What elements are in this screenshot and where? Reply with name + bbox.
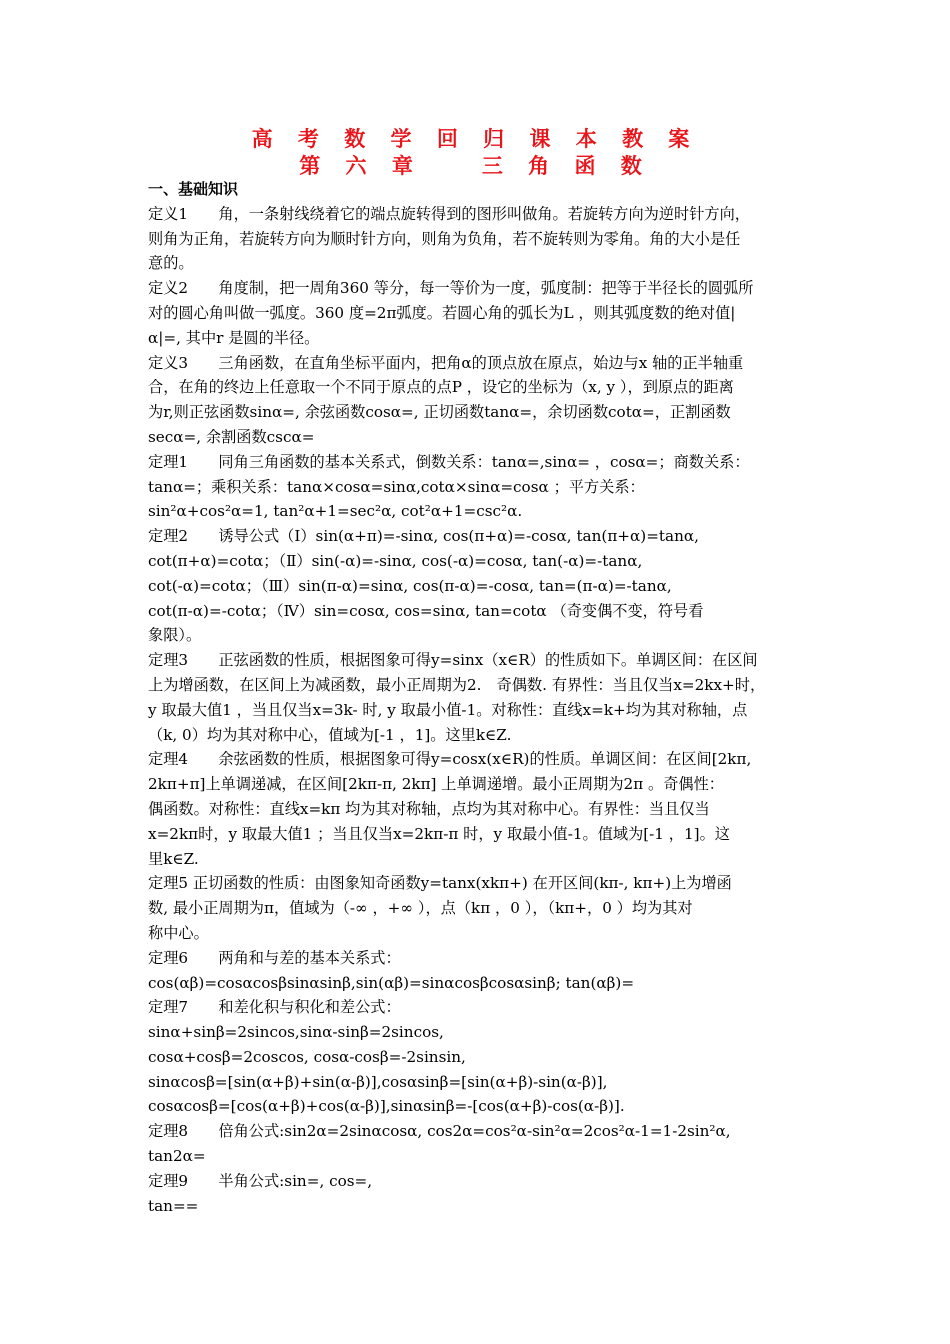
text-line: 定理5 正切函数的性质：由图象知奇函数y=tanx(xkπ+) 在开区间(kπ-, kπ+)上为增函	[148, 874, 732, 893]
text-line: 定义2 角度制，把一周角360 等分，每一等价为一度，弧度制：把等于半径长的圆弧所	[148, 279, 754, 298]
text-line: 定理1 同角三角函数的基本关系式，倒数关系：tanα=,sinα= ，cosα=；商数关系：	[148, 452, 750, 471]
text-line: 定理8 倍角公式:sin2α=2sinαcosα, cos2α=cos²α-sin²α=2cos²α-1=1-2sin²α,	[148, 1122, 731, 1141]
text-line: 定义3 三角函数，在直角坐标平面内，把角α的顶点放在原点，始边与x 轴的正半轴重	[148, 353, 744, 372]
text-line: 上为增函数，在区间上为减函数，最小正周期为2. 奇偶数. 有界性：当且仅当x=2kx+时，	[148, 675, 766, 694]
text-line: 合，在角的终边上任意取一个不同于原点的点P ，设它的坐标为（x, y ），到原点的距离	[148, 378, 734, 397]
text-line: y 取最大值1 ，当且仅当x=3k- 时, y 取最小值-1。对称性：直线x=k+均为其对称轴，点	[148, 700, 748, 719]
text-line: tanα=；乘积关系：tanα×cosα=sinα,cotα×sinα=cosα ；平方关系：	[148, 477, 645, 496]
text-line: 象限）。	[148, 626, 202, 645]
text-line: 称中心。	[148, 923, 209, 942]
text-line: （k, 0）均为其对称中心，值域为[-1 ，1]。这里k∈Z.	[148, 725, 512, 744]
text-line: 偶函数。对称性：直线x=kπ 均为其对称轴，点均为其对称中心。有界性：当且仅当	[148, 799, 710, 818]
text-line: 定理7 和差化积与积化和差公式：	[148, 998, 401, 1017]
text-line: 则角为正角，若旋转方向为顺时针方向，则角为负角，若不旋转则为零角。角的大小是任	[148, 229, 741, 248]
text-line: 定理4 余弦函数的性质，根据图象可得y=cosx(x∈R)的性质。单调区间：在区间[2kπ,	[148, 750, 752, 769]
text-line: 里k∈Z.	[148, 849, 199, 868]
text-line: α|=, 其中r 是圆的半径。	[148, 328, 320, 347]
text-line: sin²α+cos²α=1, tan²α+1=sec²α, cot²α+1=csc²α.	[148, 502, 523, 521]
text-line: 定理3 正弦函数的性质，根据图象可得y=sinx（x∈R）的性质如下。单调区间：在区间	[148, 651, 758, 670]
text-line: 定理2 诱导公式（Ⅰ）sin(α+π)=-sinα, cos(π+α)=-cosα, tan(π+α)=tanα,	[148, 527, 699, 546]
text-line: cosαcosβ=[cos(α+β)+cos(α-β)],sinαsinβ=-[cos(α+β)-cos(α-β)].	[148, 1097, 625, 1116]
text-line: 定义1 角，一条射线绕着它的端点旋转得到的图形叫做角。若旋转方向为逆时针方向，	[148, 204, 750, 223]
text-line: sinα+sinβ=2sincos,sinα-sinβ=2sincos,	[148, 1023, 444, 1042]
text-line: 数, 最小正周期为π，值域为（-∞ ，+∞ ），点（kπ ，0 ），（kπ+，0 ）均为其对	[148, 899, 693, 918]
text-line: 定理6 两角和与差的基本关系式：	[148, 948, 401, 967]
text-line: 定理9 半角公式:sin=, cos=,	[148, 1171, 373, 1190]
text-line: 2kπ+π]上单调递减，在区间[2kπ-π, 2kπ] 上单调递增。最小正周期为2π 。奇偶性：	[148, 775, 724, 794]
text-line: 意的。	[148, 254, 194, 273]
text-line: secα=, 余割函数cscα=	[148, 427, 315, 446]
text-line: cos(αβ)=cosαcosβsinαsinβ,sin(αβ)=sinαcosβcosαsinβ; tan(αβ)=	[148, 973, 635, 992]
text-line: 对的圆心角叫做一弧度。360 度=2π弧度。若圆心角的弧长为L ，则其弧度数的绝对值|	[148, 303, 736, 322]
text-line: cosα+cosβ=2coscos, cosα-cosβ=-2sinsin,	[148, 1047, 466, 1066]
text-line: 为r,则正弦函数sinα=, 余弦函数cosα=, 正切函数tanα=，余切函数cotα=，正割函数	[148, 403, 731, 422]
text-line: x=2kπ时，y 取最大值1 ；当且仅当x=2kπ-π 时，y 取最小值-1。值域为[-1 ，1]。这	[148, 824, 730, 843]
text-line: cot(π-α)=-cotα；（Ⅳ）sin=cosα, cos=sinα, tan=cotα （奇变偶不变，符号看	[148, 601, 704, 620]
section-heading: 一、基础知识	[148, 180, 239, 198]
text-line: tan2α=	[148, 1147, 206, 1166]
text-line: cot(-α)=cotα；（Ⅲ）sin(π-α)=sinα, cos(π-α)=-cosα, tan=(π-α)=-tanα,	[148, 576, 672, 595]
chapter-title: 第 六 章 三 角 函 数	[299, 154, 651, 178]
document-title: 高 考 数 学 回 归 课 本 教 案	[251, 127, 699, 151]
text-line: sinαcosβ=[sin(α+β)+sin(α-β)],cosαsinβ=[sin(α+β)-sin(α-β)],	[148, 1072, 608, 1091]
document-body	[148, 177, 808, 1218]
text-line: tan==	[148, 1196, 199, 1215]
text-line: cot(π+α)=cotα；（Ⅱ）sin(-α)=-sinα, cos(-α)=cosα, tan(-α)=-tanα,	[148, 551, 643, 570]
